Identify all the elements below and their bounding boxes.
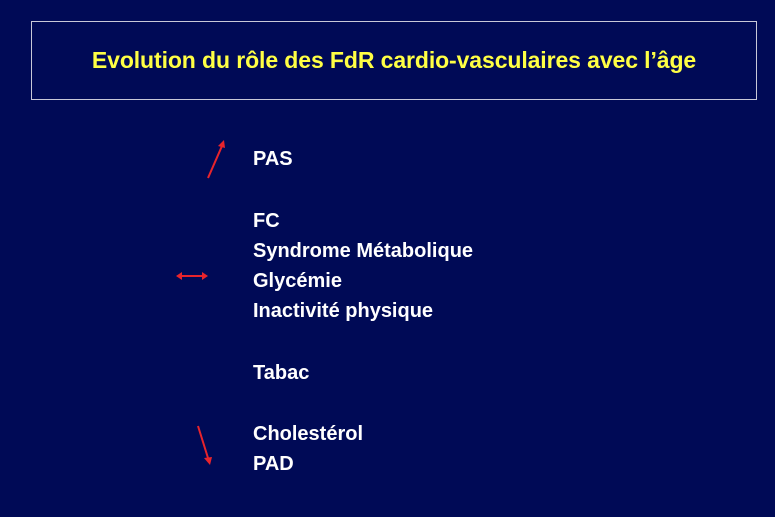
item-inactivite-physique: Inactivité physique: [253, 300, 434, 322]
arrow-left-right-icon: [172, 268, 212, 284]
item-pas: PAS: [253, 148, 293, 170]
arrow-up-right-icon: [200, 136, 232, 182]
item-cholesterol: Cholestérol: [253, 423, 364, 445]
item-fc: FC: [253, 210, 280, 232]
item-pad: PAD: [253, 453, 294, 475]
item-tabac: Tabac: [253, 362, 310, 384]
slide-title-box: [31, 21, 757, 100]
item-syndrome-metabolique: Syndrome Métabolique: [253, 240, 474, 262]
slide-title: Evolution du rôle des FdR cardio-vasculaires avec l’âge: [91, 47, 697, 73]
item-glycemie: Glycémie: [253, 270, 342, 292]
arrow-down-right-icon: [190, 422, 220, 468]
